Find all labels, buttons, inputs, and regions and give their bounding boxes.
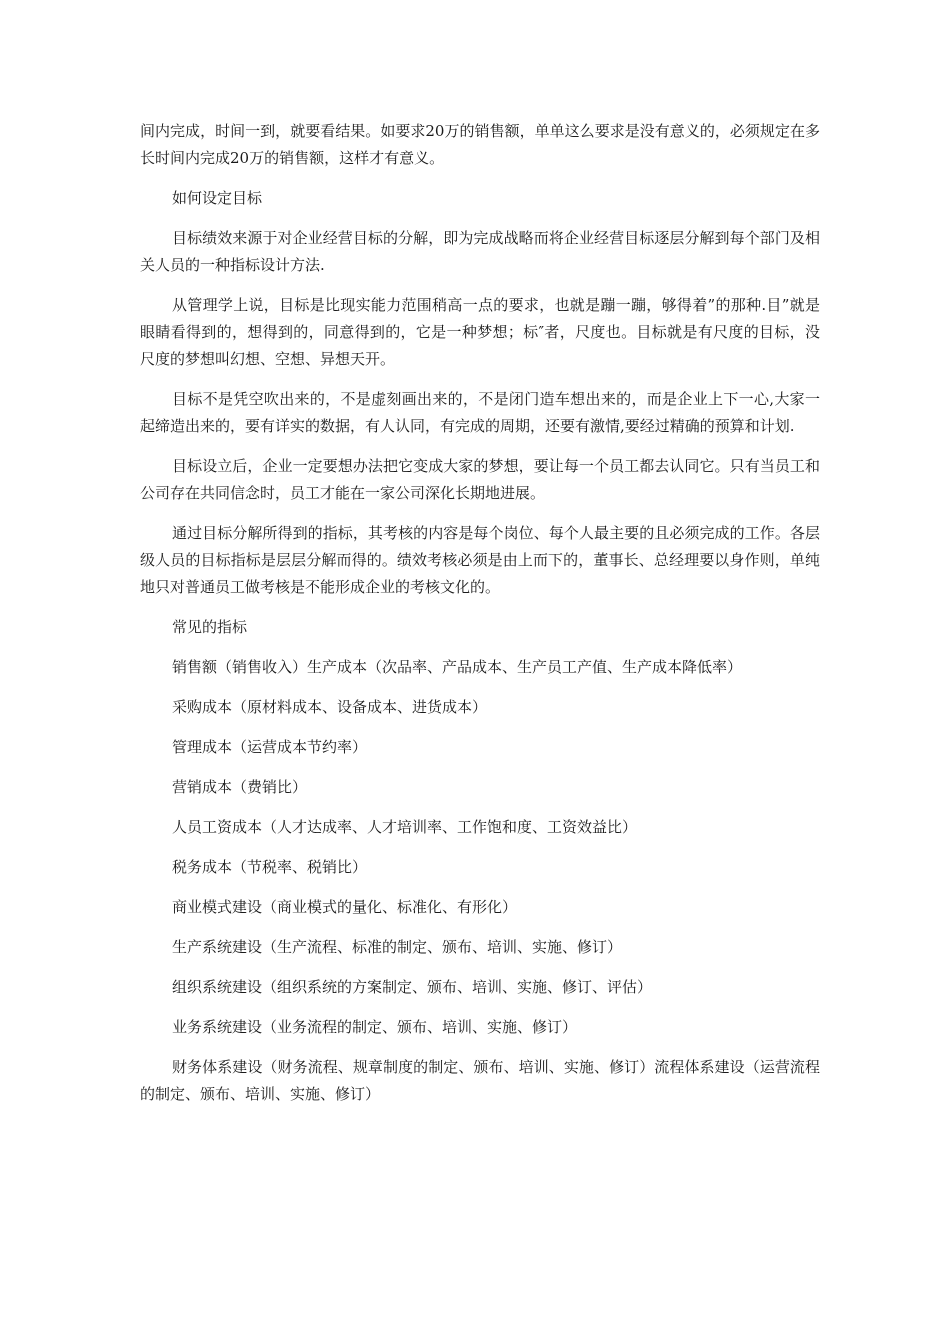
indicator-item: 营销成本（费销比） (172, 778, 308, 796)
paragraph: 目标设立后，企业一定要想办法把它变成大家的梦想，要让每一个员工都去认同它。只有当员工和公司存在共同信念时，员工才能在一家公司深化长期地进展。 (140, 457, 820, 502)
indicator-item: 税务成本（节税率、税销比） (172, 858, 368, 876)
paragraph-continuation: 间内完成，时间一到，就要看结果。如要求20万的销售额，单单这么要求是没有意义的，必须规定在多长时间内完成20万的销售额，这样才有意义。 (140, 122, 820, 167)
paragraph: 目标不是凭空吹出来的，不是虚刻画出来的，不是闭门造车想出来的，而是企业上下一心,大家一起缔造出来的，要有详实的数据，有人认同，有完成的周期，还要有激情,要经过精确的预算和计划. (140, 390, 820, 435)
document-page (140, 118, 820, 1121)
indicator-item: 采购成本（原材料成本、设备成本、进货成本） (172, 698, 488, 716)
indicator-item: 组织系统建设（组织系统的方案制定、颁布、培训、实施、修订、评估） (172, 978, 653, 996)
indicator-item: 财务体系建设（财务流程、规章制度的制定、颁布、培训、实施、修订）流程体系建设（运营流程的制定、颁布、培训、实施、修订） (140, 1058, 820, 1103)
section-heading-common-indicators: 常见的指标 (172, 618, 248, 636)
indicator-item: 生产系统建设（生产流程、标准的制定、颁布、培训、实施、修订） (172, 938, 623, 956)
indicator-item: 管理成本（运营成本节约率） (172, 738, 368, 756)
section-heading-set-goals: 如何设定目标 (172, 189, 263, 207)
paragraph: 目标绩效来源于对企业经营目标的分解，即为完成战略而将企业经营目标逐层分解到每个部门及相关人员的一种指标设计方法. (140, 229, 820, 274)
indicator-item: 销售额（销售收入）生产成本（次品率、产品成本、生产员工产值、生产成本降低率） (172, 658, 743, 676)
paragraph: 从管理学上说，目标是比现实能力范围稍高一点的要求，也就是蹦一蹦，够得着”的那种.目”就是眼睛看得到的，想得到的，同意得到的，它是一种梦想；标″者，尺度也。目标就是有尺度的目标，没尺度的梦想叫幻想、空想、异想天开。 (140, 296, 820, 368)
indicator-item: 商业模式建设（商业模式的量化、标准化、有形化） (172, 898, 518, 916)
indicator-item: 业务系统建设（业务流程的制定、颁布、培训、实施、修订） (172, 1018, 578, 1036)
paragraph: 通过目标分解所得到的指标，其考核的内容是每个岗位、每个人最主要的且必须完成的工作。各层级人员的目标指标是层层分解而得的。绩效考核必须是由上而下的，董事长、总经理要以身作则，单纯地只对普通员工做考核是不能形成企业的考核文化的。 (140, 524, 820, 596)
indicator-item: 人员工资成本（人才达成率、人才培训率、工作饱和度、工资效益比） (172, 818, 638, 836)
